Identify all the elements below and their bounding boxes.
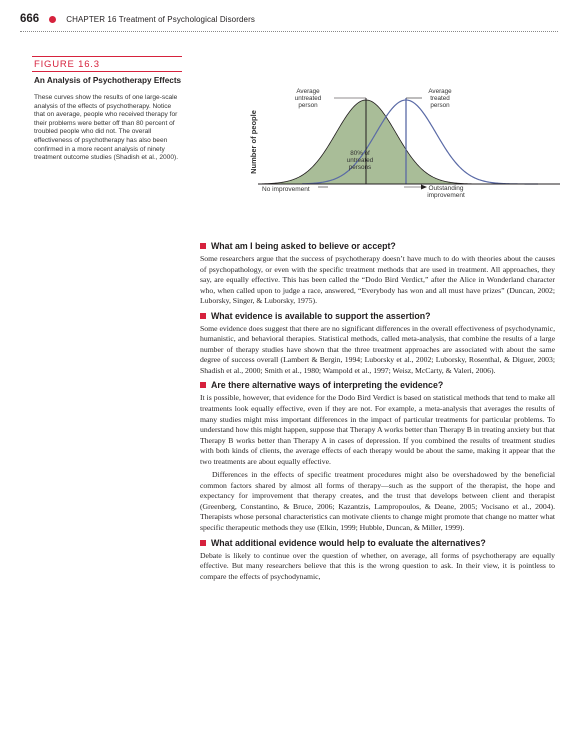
square-bullet-icon (200, 540, 206, 546)
psychotherapy-effects-diagram (248, 80, 568, 212)
square-bullet-icon (200, 382, 206, 388)
x-right-label-line1: Outstanding (428, 185, 464, 192)
y-axis-label: Number of people (249, 110, 258, 174)
heading-text: What additional evidence would help to evaluate the alternatives? (211, 537, 486, 548)
paragraph: It is possible, however, that evidence for the Dodo Bird Verdict is based on statistical methods that tend to make all treatments look equally effective, even if they are not. For example, a meta-analysis that averages the results of many studies might miss important differences in the impact of particular treatments for particular problems. To understand how this might happen, suppose that Therapy A works better than Therapy B in treating anxiety but that Therapy B works better than Therapy A in cases of depression. If you combined the results of treatment studies with both kinds of clients, the average effects of each therapy would be about the same, making it appear that the two treatments are about equally effective. (200, 393, 555, 466)
paragraph: Debate is likely to continue over the question of whether, on average, all forms of psychotherapy are equally effective. But many researchers believe that this is the wrong question to ask. In their view, it is pointless to compare the effects of psychodynamic, (200, 550, 555, 581)
heading-text: What am I being asked to believe or accept? (211, 241, 396, 251)
section-heading (200, 379, 555, 391)
chapter-title: CHAPTER 16 Treatment of Psychological Disorders (66, 14, 255, 24)
bullet-dot-icon (49, 16, 56, 23)
figure-title: An Analysis of Psychotherapy Effects (34, 76, 182, 85)
section-evidence (200, 310, 555, 377)
section-heading (200, 240, 555, 252)
square-bullet-icon (200, 313, 206, 319)
x-left-label: No improvement (262, 186, 310, 193)
overlap-label-line1: 80% of (350, 150, 370, 157)
figure-sidebar (32, 56, 182, 163)
section-heading (200, 310, 555, 322)
page-number: 666 (20, 13, 40, 25)
figure-label: FIGURE 16.3 (32, 56, 182, 72)
page-header (20, 10, 560, 28)
section-believe (200, 240, 555, 307)
square-bullet-icon (200, 243, 206, 249)
header-divider (20, 31, 558, 32)
heading-text: Are there alternative ways of interpreting the evidence? (211, 380, 444, 391)
untreated-label-line2: untreated (294, 95, 322, 102)
heading-text: What evidence is available to support the assertion? (211, 310, 431, 321)
section-heading (200, 537, 555, 549)
treated-label-line2: treated (430, 95, 450, 102)
treated-label-line3: person (430, 102, 450, 109)
body-column (200, 240, 555, 585)
figure-caption: These curves show the results of one large-scale analysis of the effects of psychotherapy. Notice that on average, people who received therapy for their problems were better off than 80 percent of troubled people who did not. The overall effectiveness of psychotherapy has also been confirmed in a more recent analysis of ninety treatment outcome studies (Shadish et al., 2000). (34, 94, 179, 162)
arrowhead-icon (421, 185, 427, 190)
treated-label-line1: Average (428, 88, 452, 95)
paragraph: Some evidence does suggest that there are no significant differences in the overall effectiveness of psychodynamic, humanistic, and behavioral therapies. Statistical methods, called meta-analysis, that combine the results of a large number of therapy studies have shown that the three treatment approaches are associated with about the same degree of success overall (Lambert & Bergin, 1994; Luborsky et al., 2002; Luborsky, Rosenthal, & Diguer, 2003; Shadish et al., 2000; Smith et al., 1980; Wampold et al., 1997; Weisz, McCarty, & Valeri, 2006). (200, 323, 555, 375)
untreated-label-line1: Average (296, 88, 320, 95)
untreated-curve (262, 100, 484, 184)
paragraph: Some researchers argue that the success of psychotherapy doesn’t have much to do with theories about the causes of psychopathology, or even with the specific treatment methods that are used in treatment. All approaches, they say, are equally effective. This has been called the “Dodo Bird Verdict,” after the Alice in Wonderland character who, when called upon to judge a race, answered, “Everybody has won and all must have prizes” (Duncan, 2002; Luborsky, Singer, & Luborsky, 1975). (200, 254, 555, 306)
paragraph: Differences in the effects of specific treatment procedures might also be overshadowed by the beneficial common factors shared by almost all forms of therapy—such as the support of the therapist, the hope and expectancy for improvement that therapy creates, and the trust that develops between client and therapist (Greenberg, Constantino, & Bruce, 2006; Kazantzis, Lampropoulos, & Deane, 2005; Vocisano et al., 2004). Therapists whose personal characteristics can motivate clients to change might promote that change no matter what specific therapeutic methods they use (Elkin, 1999; Hubble, Duncan, & Miller, 1999). (200, 470, 555, 533)
section-alternatives (200, 379, 555, 533)
section-additional-evidence (200, 537, 555, 583)
x-right-label-line2: improvement (427, 192, 465, 199)
untreated-label-line3: person (298, 102, 318, 109)
overlap-label-line2: untreated (346, 157, 374, 164)
overlap-label-line3: persons (348, 164, 372, 171)
